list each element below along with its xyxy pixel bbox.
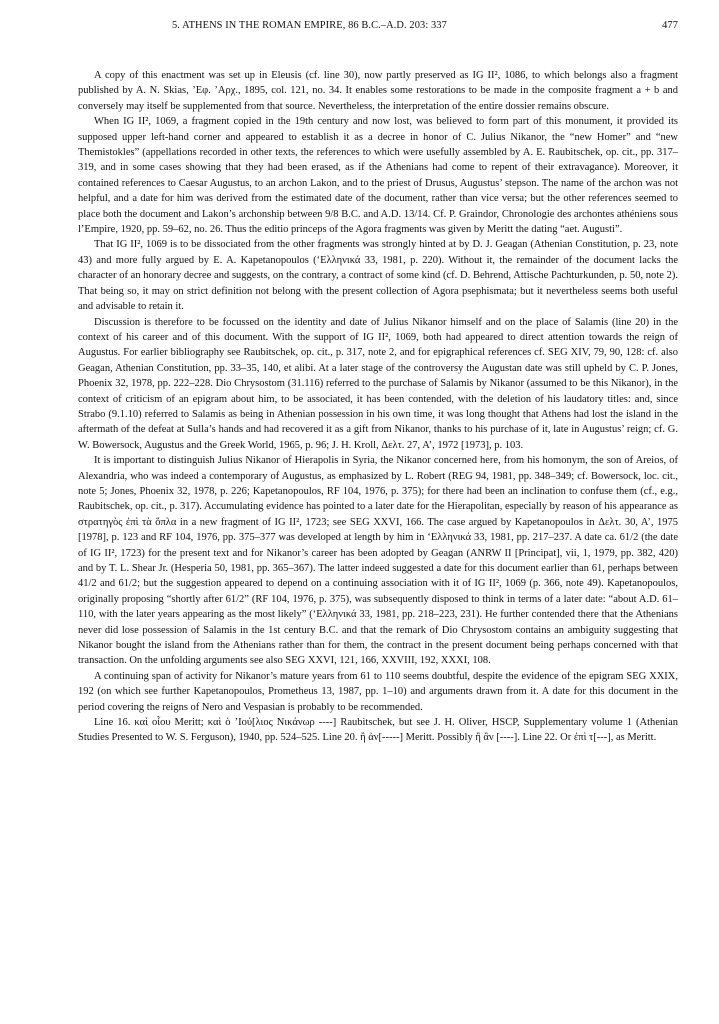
paragraph-ig-1069-fragment: When IG II², 1069, a fragment copied in the 19th century and now lost, was believed to form part of this monument, it provided its supposed upper left-hand corner and appeared to establish it as a decree in honor of C. Julius Nikanor, the “new Homer” and “new Themistokles” (appellations recorded in other texts, the references to which were usefully assembled by A. E. Raubitschek, op. cit., pp. 317–319, and in some cases showing that they had been erased, as if the Athenians had come to repent of their extravagance). Moreover, it contained references to Caesar Augustus, to an archon Lakon, and to the priest of Drusus, Augustus’ stepson. The name of the archon was not helpful, and a date for him was derived from the estimated date of the document, rather than vice versa; but the other references seemed to place both the document and Lakon’s archonship between 9/8 B.C. and A.D. 13/14. Cf. P. Graindor, Chronologie des archontes athéniens sous l’Empire, 1920, pp. 59–62, no. 26. Thus the editio princeps of the Agora fragments was given by Meritt the dating “aet. Augusti”. bbox=[78, 116, 678, 236]
paragraph-copy-at-eleusis: A copy of this enactment was set up in Eleusis (cf. line 30), now partly preserved as IG II², 1086, to which belongs also a fragment published by A. N. Skias, ’Εφ. ’Αρχ., 1895, col. 121, no. 34. It enables some restorations to be made in the composite fragment a + b and conversely may itself be supplemented from that source. Nevertheless, the interpretation of the entire dossier remains obscure. bbox=[78, 70, 678, 112]
running-head bbox=[78, 20, 678, 36]
paragraph-two-nikanors: It is important to distinguish Julius Nikanor of Hierapolis in Syria, the Nikanor concerned here, from his homonym, the son of Areios, of Alexandria, who was indeed a contemporary of Augustus, as emphasized by L. Robert (REG 94, 1981, pp. 348–349; cf. Bowersock, loc. cit., note 5; Jones, Phoenix 32, 1978, p. 226; Kapetanopoulos, RF 104, 1976, p. 375); for there had been an inclination to confuse them (cf., e.g., Raubitschek, op. cit., p. 317). Accumulating evidence has pointed to a later date for the Hierapolitan, especially by reason of his appearance as στρατηγὸς ἐπὶ τὰ ὅπλα in a new fragment of IG II², 1723; see SEG XXVI, 166. The case argued by Kapetanopoulos in Δελτ. 30, Α’, 1975 [1978], p. 123 and RF 104, 1976, pp. 375–377 was developed at length by him in ‘Ελληνικά 33, 1981, pp. 217–237. A date ca. 61/2 (the date of IG II², 1723) for the present text and for Nikanor’s career has been adopted by Geagan (ANRW II [Principat], vii, 1, 1979, pp. 382, 420) and by T. L. Shear Jr. (Hesperia 50, 1981, pp. 365–367). The latter indeed suggested a date for this document earlier than 61, perhaps between 41/2 and 61/2; but the suggestion appeared to depend on a continuing association with it of IG II², 1069 (p. 366, note 49). Kapetanopoulos, originally proposing “shortly after 61/2” (RF 104, 1976, p. 375), was subsequently disposed to think in terms of a later date: “about A.D. 61–110, with the later years appearing as the most likely” (‘Ελληνικά 33, 1981, pp. 218–223, 231). He further contended there that the Athenians never did lose possession of Salamis in the 1st century B.C. and that the remark of Dio Chrysostom contains an ambiguity suggesting that Nikanor bought the island from the Athenians rather than for them, the contract in the present document being perhaps concerned with that transaction. On the unfolding arguments see also SEG XXVI, 121, 166, XXVIII, 192, XXXI, 108. bbox=[78, 455, 678, 667]
paragraph-nikanor-salamis: Discussion is therefore to be focussed on the identity and date of Julius Nikanor himself and on the place of Salamis (line 20) in the context of his career and of this document. With the support of IG II², 1069, both had appeared to direct attention towards the reign of Augustus. For earlier bibliography see Raubitschek, op. cit., p. 317, note 2, and for epigraphical references cf. SEG XIV, 79, 90, 128: cf. also Geagan, Athenian Constitution, pp. 33–35, 140, et alibi. At a later stage of the controversy the Augustan date was still upheld by C. P. Jones, Phoenix 32, 1978, pp. 222–228. Dio Chrysostom (31.116) referred to the purchase of Salamis by Nikanor (assumed to be this Nikanor), in the context of criticism of an epigram about him, to be associated, it has been contended, with the deletion of his laudatory titles: and, since Strabo (9.1.10) referred to Salamis as being in Athenian possession in his own time, it was long thought that Athens had lost the island in the aftermath of the defeat at Sulla’s hands and had recovered it as a gift from Nikanor, thanks to his purchase of it, late in Augustus’ reign; cf. G. W. Bowersock, Augustus and the Greek World, 1965, p. 96; J. H. Kroll, Δελτ. 27, Α’, 1972 [1973], p. 103. bbox=[78, 316, 678, 451]
paragraph-date-recommendation: A continuing span of activity for Nikanor’s mature years from 61 to 110 seems doubtful, despite the evidence of the epigram SEG XXIX, 192 (on which see further Kapetanopoulos, Prometheus 13, 1987, pp. 1–10) and arguments drawn from it. A date for this document in the period covering the reigns of Nero and Vespasian is probably to be recommended. bbox=[78, 670, 678, 713]
running-title: 5. ATHENS IN THE ROMAN EMPIRE, 86 B.C.–A.D. 203: 337 bbox=[172, 20, 447, 31]
body-text bbox=[78, 68, 678, 746]
paragraph-line-notes: Line 16. καὶ οἶου Meritt; καὶ ὁ ’Ιού[λιος Νικάνωρ ----] Raubitschek, but see J. H. Oliver, HSCP, Supplementary volume 1 (Athenian Studies Presented to W. S. Ferguson), 1940, pp. 524–525. Line 20. ἢ ἀν[-----] Meritt. Possibly ἢ ἂν [----]. Line 22. Or ἐπὶ τ[---], as Meritt. bbox=[78, 717, 678, 744]
page-number: 477 bbox=[662, 20, 678, 31]
paragraph-dissociation: That IG II², 1069 is to be dissociated from the other fragments was strongly hinted at by D. J. Geagan (Athenian Constitution, p. 23, note 43) and more fully argued by E. A. Kapetanopoulos (‘Ελληνικά 33, 1981, p. 220). Without it, the remainder of the document lacks the character of an honorary decree and suggests, on the contrary, a contract of some kind (cf. D. Behrend, Attische Pachturkunden, p. 50, note 2). That being so, it may on strict definition not belong with the present collection of Agora psephismata; but it nevertheless seems both useful and advisable to retain it. bbox=[78, 239, 678, 313]
